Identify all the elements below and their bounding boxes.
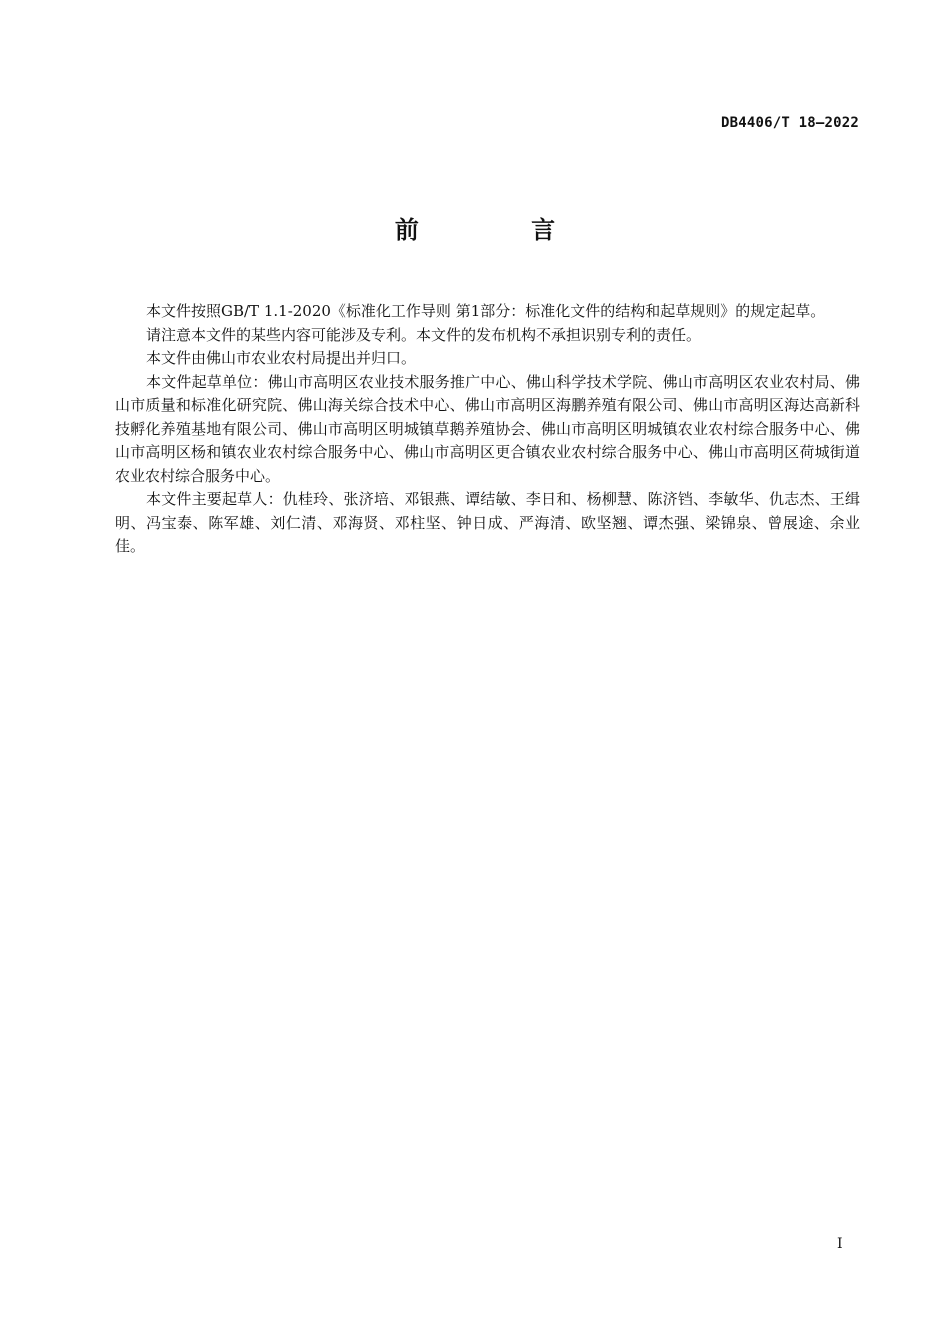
paragraph-drafting-units: 本文件起草单位：佛山市高明区农业技术服务推广中心、佛山科学技术学院、佛山市高明区农业农村局、佛山市质量和标准化研究院、佛山海关综合技术中心、佛山市高明区海鹏养殖有限公司、佛山市高明区海达高新科技孵化养殖基地有限公司、佛山市高明区明城镇草鹅养殖协会、佛山市高明区明城镇农业农村综合服务中心、佛山市高明区杨和镇农业农村综合服务中心、佛山市高明区更合镇农业农村综合服务中心、佛山市高明区荷城街道农业农村综合服务中心。 (115, 372, 860, 485)
paragraph-drafters: 本文件主要起草人：仇桂玲、张济培、邓银燕、谭结敏、李日和、杨柳慧、陈济铛、李敏华、仇志杰、王缉明、冯宝泰、陈军雄、刘仁清、邓海贤、邓柱坚、钟日成、严海清、欧坚翘、谭杰强、梁锦泉、曾展途、余业佳。 (115, 490, 860, 555)
paragraph-patent-notice: 请注意本文件的某些内容可能涉及专利。本文件的发布机构不承担识别专利的责任。 (146, 325, 702, 344)
page-title (0, 210, 950, 245)
page-title-text: 前 言 (394, 216, 608, 244)
paragraph-proposer: 本文件由佛山市农业农村局提出并归口。 (146, 349, 417, 367)
foreword-body (115, 300, 860, 559)
paragraph-standard-reference: 本文件按照GB/T 1.1-2020《标准化工作导则 第1部分：标准化文件的结构和起草规则》的规定起草。 (146, 302, 826, 320)
page-number: I (837, 1236, 843, 1252)
document-code: DB4406/T 18—2022 (720, 115, 859, 131)
